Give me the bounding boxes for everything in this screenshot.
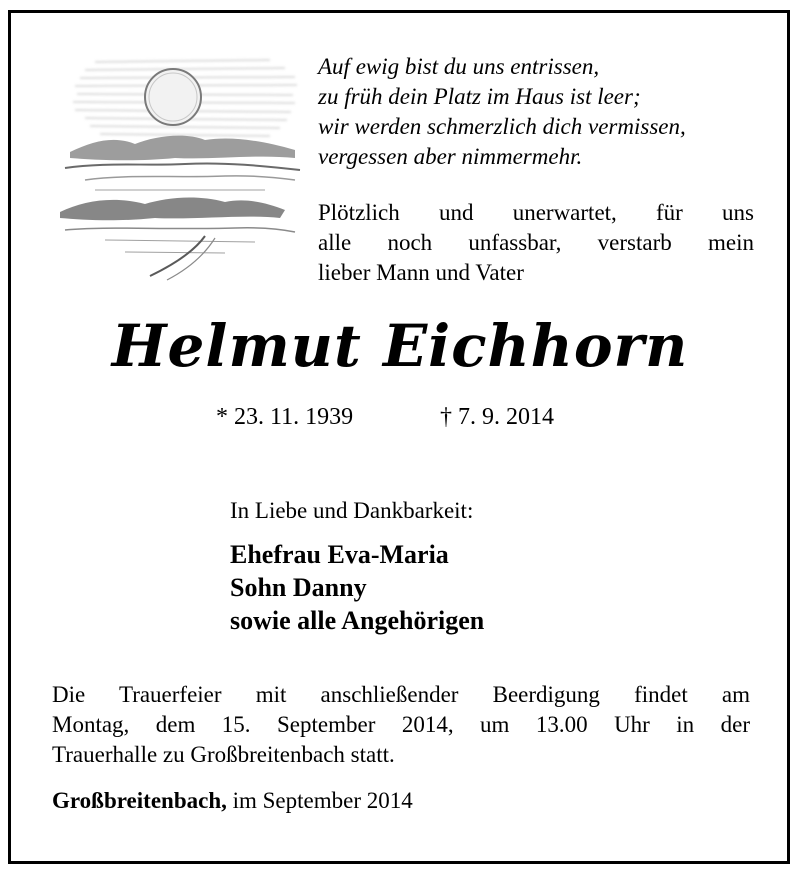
moonlit-landscape-drawing	[55, 40, 310, 288]
notice-line: Trauerhalle zu Großbreitenbach statt.	[52, 742, 395, 767]
closing-place: Großbreitenbach,	[52, 788, 227, 813]
funeral-notice	[52, 680, 750, 770]
poem-line: wir werden schmerzlich dich vermissen,	[318, 114, 686, 139]
mourners-heading: In Liebe und Dankbarkeit:	[230, 498, 474, 523]
birth-date: * 23. 11. 1939	[216, 404, 354, 430]
mourner-name: sowie alle Angehörigen	[230, 606, 485, 635]
death-announcement-text	[318, 198, 754, 288]
notice-line: Montag, dem 15. September 2014, um 13.00 Uhr in der	[52, 712, 750, 737]
mourner-name: Ehefrau Eva-Maria	[230, 540, 449, 569]
announcement-line: Plötzlich und unerwartet, für uns	[318, 200, 754, 225]
poem-line: zu früh dein Platz im Haus ist leer;	[318, 84, 641, 109]
notice-line: Die Trauerfeier mit anschließender Beerdigung findet am	[52, 682, 750, 707]
announcement-line: lieber Mann und Vater	[318, 260, 524, 285]
mourners-list	[230, 538, 484, 637]
poem-line: Auf ewig bist du uns entrissen,	[318, 54, 600, 79]
death-date: † 7. 9. 2014	[440, 404, 554, 430]
memorial-poem	[318, 52, 758, 172]
deceased-name: Helmut Eichhorn	[111, 312, 689, 380]
announcement-line: alle noch unfassbar, verstarb mein	[318, 230, 754, 255]
closing-date: im September 2014	[232, 788, 413, 813]
place-and-date	[52, 788, 413, 814]
poem-line: vergessen aber nimmermehr.	[318, 144, 583, 169]
mourner-name: Sohn Danny	[230, 573, 367, 602]
